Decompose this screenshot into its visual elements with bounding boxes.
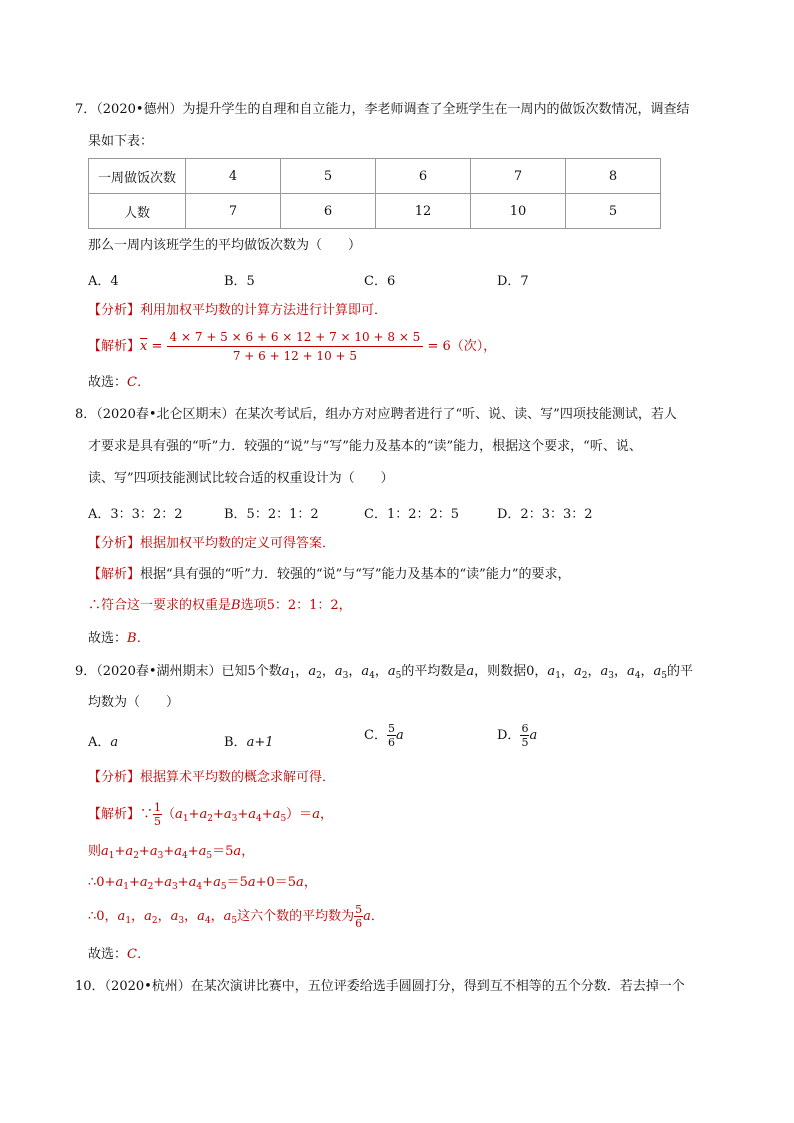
q8-stem-line3: 读、写”四项技能测试比较合适的权重设计为（ ） [88, 471, 394, 486]
because-symbol: ∵ [140, 807, 154, 822]
result: = 6（次）， [427, 339, 497, 354]
q7-option-a: A．4 [88, 274, 119, 289]
fraction-numerator: 4 × 7 + 5 × 6 + 6 × 12 + 7 × 10 + 8 × 5 [167, 328, 424, 347]
equation-text: ）＝ [286, 807, 313, 822]
one-fifth-fraction [153, 801, 162, 828]
analysis-label: 【分析】 [88, 536, 141, 551]
fraction-denominator: 6 [355, 917, 363, 930]
table-cell: 7 [186, 194, 281, 229]
fraction-numerator: 6 [521, 722, 529, 735]
q7-option-c: C．6 [364, 274, 396, 289]
q7-stem-line2: 果如下表： [88, 134, 154, 149]
q7-stem-line1: 7．（2020•德州）为提升学生的自理和自立能力，李老师调查了全班学生在一周内的做饭次数情况，调查结 [75, 102, 690, 117]
solution-label: 【解析】 [88, 339, 141, 354]
table-cell: 5 [281, 159, 376, 194]
fraction-numerator: 5 [387, 722, 395, 735]
table-cell: 5 [566, 194, 661, 229]
analysis-text: 根据加权平均数的定义可得答案． [140, 536, 336, 551]
stem-text: ，则数据0， [474, 664, 548, 679]
solution-text: 根据“具有强的“听”力．较强的“说”与“写”能力及基本的“读”能力”的要求， [140, 567, 571, 582]
q9-option-b [224, 731, 273, 750]
table-cell: 8 [566, 159, 661, 194]
stem-text: 的平均数是 [401, 664, 467, 679]
fraction-denominator: 5 [154, 815, 162, 828]
table-cell: 一周做饭次数 [89, 159, 186, 194]
q8-therefore [88, 597, 352, 615]
q9-stem-line1: 9．（2020春•湖州期末）已知5个数$a_1$，$a_2$，$a_3$，$a_4$，$a_5$的平均数是a，则数据0，$a_1$，$a_2$，$a_3$，$a_4$，$a_5$的平 [75, 664, 693, 681]
fraction-denominator: 5 [521, 736, 529, 749]
equation-text: 则 [88, 844, 102, 859]
q8-answer [88, 630, 150, 648]
answer-value: B． [127, 631, 150, 646]
table-cell: 6 [376, 159, 471, 194]
answer-prefix: 故选： [88, 947, 128, 962]
q9-solution-line1: 【解析】∵ $\frac{1}{5}$ $(a_1+a_2+a_3+a_4+a_5)=a$， [88, 801, 333, 828]
option-label: C． [364, 728, 387, 743]
equals-sign: = [151, 339, 163, 354]
q9-option-d: D． $\frac{6}{5}$ a [497, 722, 538, 749]
q8-option-b: B．5：2：1：2 [224, 507, 319, 522]
therefore-rest: 选项5：2：1：2， [240, 598, 352, 613]
q8-stem-line2: 才要求是具有强的“听”力．较强的“说”与“写”能力及基本的“读”能力，根据这个要求，“听、说、 [88, 439, 642, 454]
q8-analysis [88, 535, 335, 553]
q9-solution-line4: ∴0，$a_1$，$a_2$，$a_3$，$a_4$，$a_5$这六个数的平均数为 $\frac{5}{6}$ a． [88, 903, 384, 930]
answer-prefix: 故选： [88, 375, 128, 390]
q7-option-b: B．5 [224, 274, 255, 289]
q8-solution [88, 566, 570, 584]
q7-option-d: D．7 [497, 274, 529, 289]
answer-value: C． [127, 375, 150, 390]
q7-solution [88, 328, 496, 365]
q9-solution-line3: $\therefore 0+a_1+a_2+a_3+a_4+a_5=5a+0=5a$， [88, 875, 317, 892]
q9-answer [88, 946, 150, 964]
q8-stem-line1: 8．（2020春•北仑区期末）在某次考试后，组办方对应聘者进行了“听、说、读、写”四项技能测试，若人 [75, 407, 677, 422]
analysis-label: 【分析】 [88, 770, 141, 785]
q8-option-c: C．1：2：2：5 [364, 507, 460, 522]
answer-value: C． [127, 947, 150, 962]
option-fraction [387, 722, 396, 749]
option-label: D． [497, 728, 521, 743]
q8-option-a: A．3：3：2：2 [88, 507, 183, 522]
equation-text: 这六个数的平均数为 [237, 909, 355, 924]
solution-label: 【解析】 [88, 567, 141, 582]
q7-answer [88, 374, 150, 392]
analysis-text: 利用加权平均数的计算方法进行计算即可． [140, 303, 388, 318]
fraction-numerator: 1 [154, 801, 162, 814]
fraction-denominator: 6 [387, 736, 395, 749]
weighted-mean-fraction [167, 328, 424, 365]
equation-text: ＝5 [212, 844, 234, 859]
analysis-text: 根据算术平均数的概念求解可得． [140, 770, 336, 785]
therefore-option: B [231, 598, 241, 613]
q7-question: 那么一周内该班学生的平均做饭次数为（ ） [88, 238, 362, 253]
table-cell: 人数 [89, 194, 186, 229]
q7-data-table [88, 158, 661, 229]
table-cell: 6 [281, 194, 376, 229]
equation-text: ∴0， [88, 909, 118, 924]
q9-solution-line2: 则$a_1+a_2+a_3+a_4+a_5=5a$， [88, 844, 255, 861]
option-label: A． [88, 735, 111, 750]
table-cell: 7 [471, 159, 566, 194]
equation-text: ∴0+ [88, 875, 116, 890]
stem-text: 的平 [666, 664, 693, 679]
option-value: a [110, 735, 119, 750]
option-label: B． [224, 735, 247, 750]
q9-option-a [88, 731, 118, 750]
therefore-text: ∴符合这一要求的权重是 [88, 598, 232, 613]
x-bar: $\overline{x}$ [140, 339, 148, 354]
solution-label: 【解析】 [88, 807, 141, 822]
q8-option-d: D．2：3：3：2 [497, 507, 593, 522]
q9-stem-line2: 均数为（ ） [88, 695, 180, 710]
table-cell: 10 [471, 194, 566, 229]
analysis-label: 【分析】 [88, 303, 141, 318]
q7-analysis [88, 302, 387, 320]
stem-text: 9．（2020春•湖州期末）已知5个数 [75, 664, 282, 679]
option-value: a+1 [246, 735, 274, 750]
answer-prefix: 故选： [88, 631, 128, 646]
equation-text: ＝5 [226, 875, 248, 890]
table-row [89, 194, 661, 229]
fraction-denominator: 7 + 6 + 12 + 10 + 5 [232, 349, 358, 363]
q9-option-c: C． $\frac{5}{6}$ a [364, 722, 404, 749]
equation-text: +0＝5 [255, 875, 297, 890]
five-sixths-fraction [354, 903, 363, 930]
table-cell: 12 [376, 194, 471, 229]
q10-stem-line1: 10．（2020•杭州）在某次演讲比赛中，五位评委给选手圆圆打分，得到互不相等的五个分数．若去掉一个 [75, 979, 685, 994]
table-cell: 4 [186, 159, 281, 194]
q9-analysis [88, 769, 335, 787]
table-row [89, 159, 661, 194]
stem-var: a [466, 664, 475, 679]
fraction-numerator: 5 [355, 903, 363, 916]
